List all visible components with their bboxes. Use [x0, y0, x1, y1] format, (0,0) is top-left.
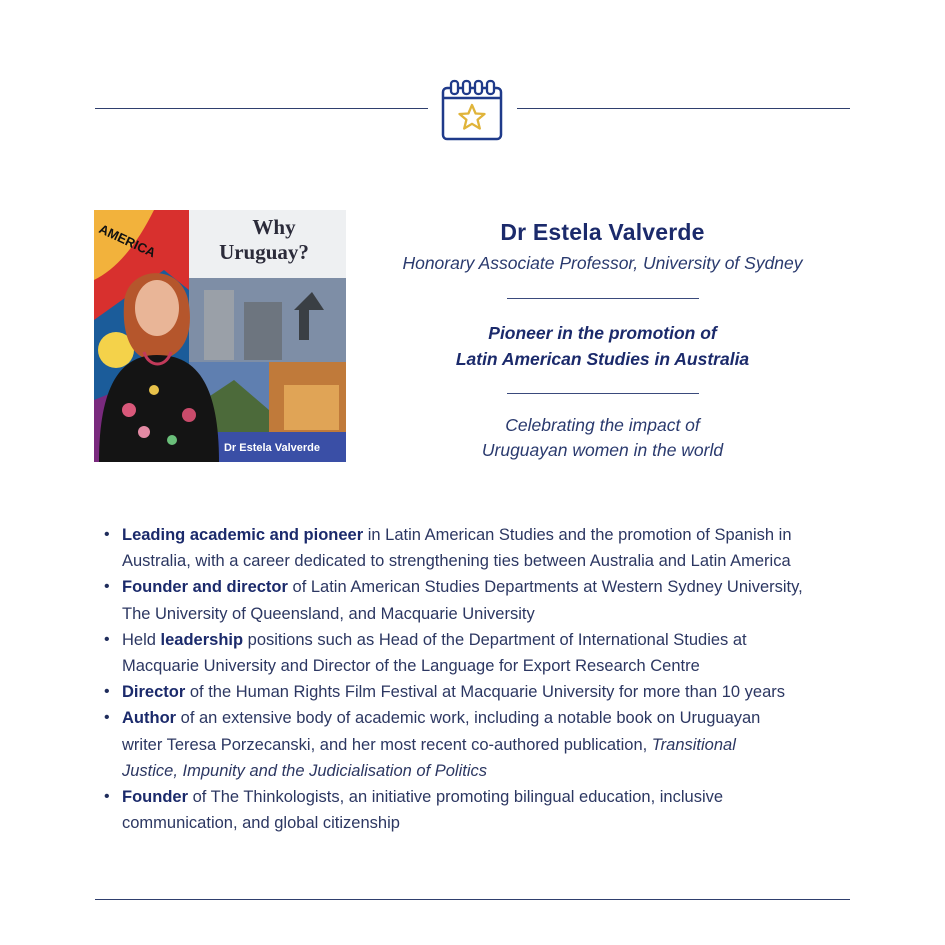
bullet-lead: Founder	[122, 788, 188, 807]
calendar-star-icon	[440, 78, 504, 142]
list-item	[100, 784, 860, 836]
celebrate-line-2: Uruguayan women in the world	[481, 439, 724, 460]
bullet-lead: leadership	[160, 630, 244, 649]
list-item	[100, 574, 860, 626]
top-divider-left	[95, 108, 428, 109]
list-item	[100, 705, 860, 784]
list-item	[100, 522, 860, 574]
book-title-line2: Uruguay?	[219, 240, 309, 264]
bullet-lead: Leading academic and pioneer	[122, 526, 364, 544]
bottom-divider	[95, 899, 850, 900]
bullet-text: positions such as Head of the Department of International Studies at	[243, 630, 747, 649]
profile-name: Dr Estela Valverde	[500, 219, 705, 245]
achievements-list	[100, 522, 860, 836]
pioneer-line-2: Latin American Studies in Australia	[455, 349, 750, 369]
bullet-text: in Latin American Studies and the promotion of Spanish in	[363, 526, 792, 544]
bullet-text: The University of Queensland, and Macquarie University	[122, 604, 535, 623]
top-divider-right	[517, 108, 850, 109]
list-item	[100, 679, 860, 705]
celebrate-line-1: Celebrating the impact of	[505, 415, 700, 435]
bullet-text: communication, and global citizenship	[122, 814, 400, 833]
bullet-lead: Author	[122, 709, 177, 728]
bullet-text: Australia, with a career dedicated to strengthening ties between Australia and Latin America	[122, 552, 791, 571]
bullet-text: writer Teresa Porzecanski, and her most recent co-authored publication,	[122, 735, 652, 754]
publication-title: Transitional	[651, 735, 736, 754]
publication-title: Justice, Impunity and the Judicialisation of Politics	[122, 761, 488, 780]
celebrate-statement	[360, 413, 845, 462]
book-title-line1: Why	[252, 215, 296, 239]
pioneer-statement	[360, 320, 845, 372]
bullet-text: of an extensive body of academic work, including a notable book on Uruguayan	[176, 709, 761, 728]
profile-role: Honorary Associate Professor, University of Sydney	[402, 253, 803, 273]
bullet-lead: Director	[122, 683, 186, 702]
bullet-text: Held	[122, 630, 161, 649]
pioneer-line-1: Pioneer in the promotion of	[488, 323, 717, 343]
bullet-lead: Founder and director	[122, 578, 288, 597]
bullet-text: Macquarie University and Director of the Language for Export Research Centre	[122, 657, 700, 676]
list-item	[100, 627, 860, 679]
bullet-text: of the Human Rights Film Festival at Macquarie University for more than 10 years	[185, 683, 786, 702]
mural-text: AMERICA	[96, 221, 159, 261]
bullet-text: of The Thinkologists, an initiative promoting bilingual education, inclusive	[188, 788, 724, 807]
profile-divider-2	[507, 393, 699, 394]
bullet-text: of Latin American Studies Departments at Western Sydney University,	[287, 578, 803, 597]
profile-photo	[94, 210, 346, 462]
book-banner-text: Dr Estela Valverde	[223, 442, 321, 454]
profile-divider-1	[507, 298, 699, 299]
